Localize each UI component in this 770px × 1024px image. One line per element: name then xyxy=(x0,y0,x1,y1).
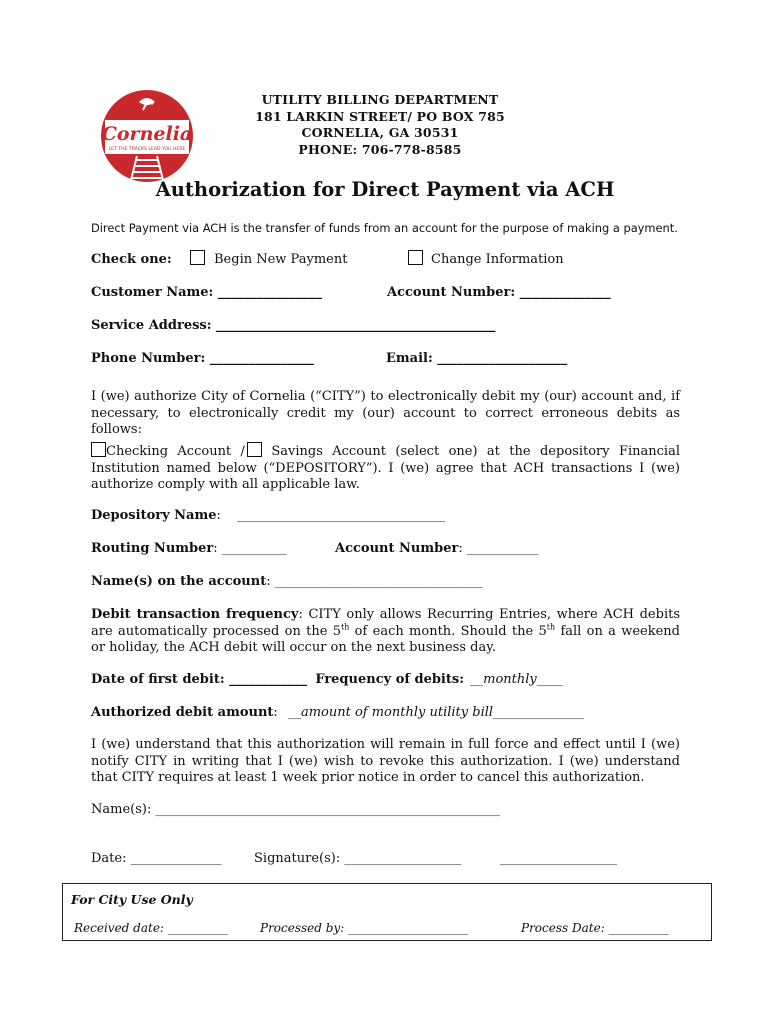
department-phone: PHONE: 706-778-8585 xyxy=(298,141,462,157)
begin-new-payment-label: Begin New Payment xyxy=(214,252,348,267)
process-date-field[interactable]: Process Date: __________ xyxy=(521,921,669,935)
checking-account-checkbox[interactable] xyxy=(91,442,106,457)
city-state-zip: CORNELIA, GA 30531 xyxy=(301,125,459,140)
service-address-field[interactable]: Service Address: ___________________________________________ xyxy=(91,318,496,333)
received-date-field[interactable]: Received date: __________ xyxy=(74,921,228,935)
debit-frequency-label: Debit transaction frequency xyxy=(91,607,299,622)
logo-tagline: LET THE TRACKS LEAD YOU HERE xyxy=(108,147,186,152)
first-debit-line[interactable]: ____________ xyxy=(224,672,308,687)
email-field[interactable]: Email: ____________________ xyxy=(386,351,568,366)
names-signature-field[interactable]: Name(s): _____________________________________________________ xyxy=(91,802,500,817)
first-debit-row[interactable] xyxy=(91,672,563,687)
street-address: 181 LARKIN STREET/ PO BOX 785 xyxy=(255,108,505,124)
second-signature-field[interactable]: __________________ xyxy=(500,851,617,866)
intro-text: Direct Payment via ACH is the transfer of funds from an account for the purpose of making a payment. xyxy=(91,221,678,235)
account-number-field[interactable]: Account Number: ______________ xyxy=(387,285,611,300)
first-debit-label: Date of first debit: xyxy=(91,672,225,687)
debit-frequency-paragraph: Debit transaction frequency: CITY only allows Recurring Entries, where ACH debits are automatically processed on the 5th of each month. Should the 5th fall on a weekend or holiday, the ACH debit will occur on the next business day. xyxy=(91,607,680,656)
begin-new-payment-checkbox[interactable] xyxy=(190,250,205,265)
city-use-only-box xyxy=(62,883,712,941)
department-name: UTILITY BILLING DEPARTMENT xyxy=(261,92,499,107)
depository-name-line[interactable]: ________________________________ xyxy=(237,508,446,523)
department-address-block xyxy=(230,92,530,158)
debit-amount-row[interactable]: Authorized debit amount: __amount of monthly utility bill______________ xyxy=(91,705,585,720)
authorization-paragraph: I (we) authorize City of Cornelia (“CITY”) to electronically debit my (our) account and, if necessary, to electronically credit my (our) account to correct erroneous debits as follows: xyxy=(91,389,680,438)
logo-wordmark: Cornelia xyxy=(101,123,193,145)
routing-number-row[interactable] xyxy=(91,541,287,556)
city-of-cornelia-logo xyxy=(99,88,195,184)
bank-account-number-row[interactable] xyxy=(335,541,538,556)
city-use-title: For City Use Only xyxy=(71,892,193,907)
routing-number-label: Routing Number xyxy=(91,541,214,556)
check-one-label: Check one: xyxy=(91,252,172,267)
names-on-account-row[interactable] xyxy=(91,574,483,589)
depository-name-label: Depository Name xyxy=(91,508,217,523)
date-field[interactable]: Date: ______________ xyxy=(91,851,222,866)
bank-account-number-label: Account Number xyxy=(335,541,459,556)
savings-account-checkbox[interactable] xyxy=(247,442,262,457)
savings-account-text: Savings Account (select one) at the depository Financial Institution named below (“DEPOSITORY”). I (we) agree that ACH transactions I (we) authorize comply with all applicable law. xyxy=(91,444,680,493)
debit-amount-value[interactable]: __amount of monthly utility bill______________ xyxy=(287,705,585,720)
bank-account-number-line[interactable]: : ___________ xyxy=(458,541,539,556)
change-information-checkbox[interactable] xyxy=(408,250,423,265)
names-on-account-label: Name(s) on the account xyxy=(91,574,267,589)
revocation-paragraph: I (we) understand that this authorization will remain in full force and effect until I (we) notify CITY in writing that I (we) wish to revoke this authorization. I (we) understand that CITY requires at least 1 week prior notice in order to cancel this authorization. xyxy=(91,737,680,786)
routing-number-line[interactable]: : __________ xyxy=(213,541,287,556)
change-information-label: Change Information xyxy=(431,252,564,267)
depository-name-row[interactable]: Depository Name: ________________________________ xyxy=(91,508,446,523)
processed-by-field[interactable]: Processed by: ____________________ xyxy=(260,921,469,935)
debit-amount-label: Authorized debit amount xyxy=(91,705,274,720)
checking-account-label: Checking Account / xyxy=(106,444,245,459)
signature-field[interactable]: Signature(s): __________________ xyxy=(254,851,462,866)
account-type-paragraph xyxy=(91,442,680,494)
form-title: Authorization for Direct Payment via ACH xyxy=(155,178,615,201)
debit-frequency-value[interactable]: __monthly____ xyxy=(470,672,563,687)
names-on-account-line[interactable]: : ________________________________ xyxy=(266,574,483,589)
debit-frequency-field-label: Frequency of debits: xyxy=(315,672,464,687)
customer-name-field[interactable]: Customer Name: ________________ xyxy=(91,285,322,300)
phone-number-field[interactable]: Phone Number: ________________ xyxy=(91,351,314,366)
